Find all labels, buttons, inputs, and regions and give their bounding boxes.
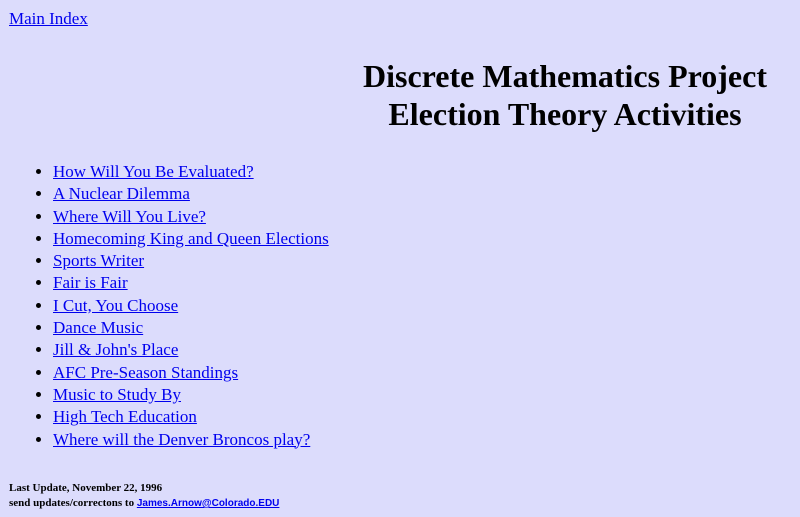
activity-link-i-cut-you-choose[interactable]: I Cut, You Choose — [53, 295, 179, 315]
activity-link-how-will-you-be-evaluated[interactable]: How Will You Be Evaluated? — [53, 162, 254, 181]
footer — [9, 481, 279, 511]
activity-link-nuclear-dilemma[interactable]: A Nuclear Dilemma — [53, 184, 190, 204]
list-item — [53, 339, 329, 361]
title-line-2: Election Theory Activities — [388, 96, 742, 132]
list-item — [53, 272, 329, 294]
list-item — [53, 206, 329, 228]
list-item — [53, 406, 329, 428]
send-updates-line — [9, 496, 279, 511]
list-item — [53, 183, 329, 205]
activity-link-denver-broncos[interactable]: Where will the Denver Broncos play? — [53, 429, 311, 449]
list-item — [53, 295, 329, 317]
list-item — [53, 161, 329, 183]
activity-link-high-tech-education[interactable]: High Tech Education — [53, 407, 197, 427]
last-update-text: Last Update, November 22, 1996 — [9, 482, 163, 494]
page-title — [330, 57, 800, 133]
list-item — [53, 362, 329, 384]
activity-link-dance-music[interactable]: Dance Music — [53, 318, 144, 338]
activity-link-homecoming-elections[interactable]: Homecoming King and Queen Elections — [53, 228, 329, 248]
activity-link-where-will-you-live[interactable]: Where Will You Live? — [53, 206, 206, 226]
activity-link-music-to-study-by[interactable]: Music to Study By — [53, 384, 181, 404]
activity-link-afc-standings[interactable]: AFC Pre-Season Standings — [53, 362, 239, 382]
list-item — [53, 384, 329, 406]
activity-list — [0, 161, 329, 451]
list-item — [53, 250, 329, 272]
title-line-1: Discrete Mathematics Project — [363, 58, 767, 94]
main-index-link[interactable]: Main Index — [9, 9, 88, 28]
contact-email-link[interactable]: James.Arnow@Colorado.EDU — [136, 498, 280, 509]
send-updates-text: send updates/correctons to — [9, 497, 135, 509]
list-item — [53, 228, 329, 250]
list-item — [53, 317, 329, 339]
activity-link-sports-writer[interactable]: Sports Writer — [53, 251, 145, 271]
activity-link-jill-johns-place[interactable]: Jill & John's Place — [53, 340, 179, 360]
list-item — [53, 429, 329, 451]
activity-link-fair-is-fair[interactable]: Fair is Fair — [53, 273, 128, 293]
